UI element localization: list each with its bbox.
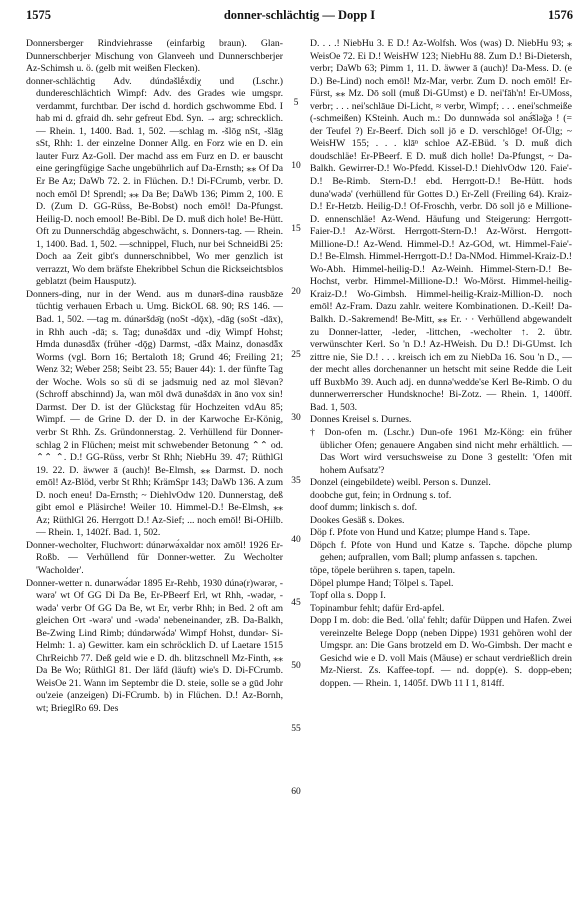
entry-text: Donnersberger Rindviehrasse (einfarbig braun). Glan- Dunnerschberjer Mischung von Glanveeh und Dunnerschberjer Az-Schimsh u. ö. (gelb mit weißen Flecken).: [26, 38, 283, 75]
entry-dopp-i: Dopp I m. dob: die Bed. 'olla' fehlt; dafür Düppen und Hafen. Zwei vereinzelte Belege Dopp (neben Dippe) 1931 gehören wohl der Umgspr. an: Die Gans brotzeld em D. Wo-Gimbsh. Der macht e Gesichd wie e D. voll Mais (Mäuse) er schaut verdrießlich drein Mz-Nierst. Zs. Kaffee-topf. — nd. dopp(e). S. dopp-eben; doppen. — Rhein. 1, 1405f. DWb 11 I 1, 814ff.: [310, 615, 572, 689]
entry-doof: doof dumm; linkisch s. dof.: [310, 502, 418, 514]
line-number: 30: [291, 413, 301, 423]
line-number: 50: [291, 661, 301, 671]
entry-donners-ding: Donners-ding, nur in der Wend. aus m dunǝrš-dinǝ rausbāze tüchtig verhauen Erbach u. Umg. BickOL 68. 90; RS 146. — Bad. 1, 502. —tag m. dúnǝršdǝ̄g (noSt -dǭx), -dāg (soSt -dāx), in Rhh auch -dā; s. Tag; dunǝšdāx und -diχ Wimpf Hohst; Hmda dunǝsdǟx (früher -dǭg) Darmst, -dǟx Mainz, donǝsdǟx Worms (vgl. Born 16; Bertaloth 18; Grund 46; Freiling 21; Wenz 32; Weber 258; Seibt 23. 55; Bauer 44): 1. der fünfte Tag der Woche. Wols so sü di se jadsmuig ned az mol šlēvǝn? (Schroff abschinnd) Ja, wan mōl dwā dunǝšdǝ̄x in āno vox sin! Darmst. Der D. ist der Glückstag für Hochzeiten vdAu 85; Wimpf. — de Grine D. der D. in der Karwoche Er-König, verbr St Rhh. Zs. Gründonnerstag. 2. Verhüllend für Donner-schlag 2 in Flüchen; meist mit schwebender Betonung ⌃⌃ od. ⌃⌃ ⌃. D.! GG-Rüss, verbr St Rhh; NiebHu 39. 47; RüthlGl 19. 22. D. äwwer ā (auch)! Be-Elmsh, ⁎⁎ Darmst. D. noch emōl! Az-Blöd, verbr St Rhh; KrämSpr 143; DaWb 136. A zum D. noch eneu! Da-Ernsth; ~ DiehlvOdw 120. Dunnerstag, deß gibt emol e Pläsirche! Weiler 10. Himmel-D.! Be-Elmsh, ⁎⁎ Az; RüthlGl 26. Herrgott D.! Az-Sief; ... noch emōl! Bi-OHilb. — Rhein. 1, 1402f. Bad. 1, 502.: [26, 288, 284, 539]
line-number: 55: [291, 724, 301, 734]
entry-dookes: Dookes Gesäß s. Dokes.: [310, 514, 405, 526]
page-header: [26, 8, 573, 26]
left-column: [26, 38, 283, 716]
entry-don-ofen: † Don-ofen m. (Lschr.) Dun-ofe 1961 Mz-Köng: ein früher üblicher Ofen; genauere Angaben sind nicht mehr erhältlich. — Das Wort wird versuchsweise zu Done 3 gestellt: 'Ofen mit hohem Aufsatz'?: [310, 426, 572, 476]
running-headword: donner-schlächtig — Dopp I: [223, 8, 376, 22]
line-number: 25: [291, 350, 301, 360]
entry-doep: Döp f. Pfote von Hund und Katze; plumpe Hand s. Tape.: [310, 527, 531, 539]
entry-doobche: doobche gut, fein; in Ordnung s. tof.: [310, 489, 452, 501]
line-number: 35: [291, 476, 301, 486]
entry-donnes: Donnes Kreisel s. Durnes.: [310, 414, 412, 426]
entry-topinambur: Topinambur fehlt; dafür Erd-apfel.: [310, 602, 445, 614]
line-number: 10: [291, 161, 301, 171]
entry-topf: Topf olla s. Dopp I.: [310, 590, 386, 602]
entry-doepch: Döpch f. Pfote von Hund und Katze s. Tapche. döpche plump gehen; aufprallen, vom Ball; plump anfassen s. tapchen.: [310, 539, 572, 564]
line-number: 20: [291, 287, 301, 297]
line-number: 45: [291, 598, 301, 608]
entry-donner-wetter: Donner-wetter n. dunǝrwǝ́dǝr 1895 Er-Rehb, 1930 dúnǝ(r)wǝrǝr, -wǝrǝ' wt Of GG Di Da Be, Er-PBeerf Erl, wt Rhh, -wǝdǝr, -wǝdǝ' verbr Of GG Da Be, wt Er, verbr Rhh; in Bed. 2 oft am gleichen Ort -wǝrǝ' und -wǝdǝ' nebeneinander, zB. Da-Balkh, Be-Zwing Lind Rimb; dúndǝrwǝ́dǝ' Wimpf Hohst, dundǝr- Si-Helmh: 1. a) Gewitter. kam ein schröcklich D. uf Laetare 1515 ChrReichb 77. Deß geld wie e D. dh. blitzschnell Mz-Finth, ⁎⁎ Da Be Wo; RüthlGl 81. Der läfd (läuft) wie's D. Di-FCrumb. WeisOe 21. Wann im Septembr die D. steie, solle se ǝ gūd Johr ou'zeie (anzeigen) Di-FCrumb. b) in Flüchen. D.! Az-Bornh, wt; BrieglRo 69. Des: [26, 577, 283, 714]
page-number-right: 1576: [548, 8, 573, 22]
entry-text: D. . . .! NiebHu 3. E D.! Az-Wolfsh. Wos (was) D. NiebHu 93; ⁎ WeisOe 72. Ei D.! WeisHW 123; NiebHu 88. Zum D.! Bi-Dietersh, verbr; DaWb 63; Pimm 1, 11. D. äwwer ā (auch)! Da-Mess. D. (e D.) Be-Lind) noch emōl! Mz-Mar, verbr. Zum D. noch emōl! Er-Fürst, ⁎⁎ Mz. Dō soll (muß Di-GUmst) e D. nei'fāh'n! Er-UMoss, verbr; . . . nei'schlāue Di-Licht, ≈ verbr, Wimpf; . . . enei'schmeiße (-schmeißen) KSteinh. Auch m.: Do dunnwǝ́dǝ sol ǝnǝ̄́šlǝ̃gǝ ! (= der Teufel ?) Er-Beerf. Dich soll jō e D. verschlōge! Of-Ülg; ~ WeisHW 155; . . . klāⁿ schloe AZ-EBüd. 's D. muß dich doudschläe! Er-PBeerf. E D. muß dich holle! Da-Pfungst, ~ Da-Balkh. Gewirrer-D.! Wo-Pfedd. Kissel-D.! DiehlvOdw 120. Faie'-D.! Be-Rimb. Stern-D.! ebd. Herrgott-D.! Be-Hütt. hods dunǝ'wǝdǝ' (verhüllend für Gottes D.) Er-Zell (Freiling 64). Kraiz-D.! Er-Hetzb. Heilig-D.! Of-Froschh, verbr. Dō soll jō e Millione-D. ennenschläe! Az-Wend. Häufung und Steigerung: Herrgott-Faier-D.! Az-Wörst. Herrgott-Stern-D.! Az-Wörst. Herrgott-Millione-D.! Az-Wend. Himmel-D.! Az-GOd, wt. Himmel-Faie'-D.! Be-Elmsh. Himmel-Herrgott-D.! Da-NMod. Himmel-Kraiz-D.! Wo-Abh. Himmel-heilig-D.! Az-Weinh. Himmel-Stern-D.! Be-Hochst, verbr. Himmel-Millione-D.! Wo-Mörst. Himmel-heilig-Kraiz-D.! Wo-Gimbsh. Himmel-heilig-Kraiz-Million-D. noch emōl! Az-Fram. Dazu zahlr. weitere Kombinationen. D.-Keil! Da-Balkh. D.-Sakremend! Be-Mitt, ⁎⁎ Er. · · Verhüllend abgewandelt zu Donner-latter, -leder, -littchen, -wecholter ↑. 2. übtr. verwünschter Kerl. So 'n D.! Az-HWeish. Du D.! Di-GUmst. Ich zittre nie, Sie D.! . . . kreisch ich em zu NiebDa 16. Sou 'n D., — der mecht alles dorchenanner un hetscht mit seine Redde die Leit uff BuxbMo 39. Auch adj. en dunnǝ'wedde'se Kerl Be-Rimb. O du dunnerwerrerscher Hundsknoche! Bi-Zotz. — Rhein. 1, 1400ff. Bad. 1, 503.: [310, 38, 572, 413]
page-number-left: 1575: [26, 8, 51, 22]
line-number: 5: [293, 98, 299, 108]
entry-doepel: Döpel plumpe Hand; Tölpel s. Tapel.: [310, 577, 454, 589]
line-number: 15: [291, 224, 301, 234]
line-number: 40: [291, 535, 301, 545]
entry-toepe: töpe, töpele berühren s. tapen, tapeln.: [310, 564, 455, 576]
entry-donner-wecholter: Donner-wecholter, Fluchwort: dúnǝrwǝ́xǝldǝr nox ǝmōl! 1926 Er-Roßb. — Verhüllend für Donner-wetter. Zu Wecholter 'Wacholder'.: [26, 539, 283, 576]
right-column: [310, 38, 572, 690]
entry-donzel: Donzel (eingebildete) weibl. Person s. Dunzel.: [310, 477, 491, 489]
line-number: 60: [291, 787, 301, 797]
entry-donner-schlaechtig: donner-schlächtig Adv. dúndəšlḗxdiχ und (Lschr.) dundereschlächtich Wimpf: Adv. des Grades wie umgspr. verdammt, furchtbar. Der ischd d. hordich gschwomme Ebd. I hab mi d. gfraid dh. sehr gefreut Ebd. Syn. → arg; schrecklich. — Rhein. 1, 1400. Bad. 1, 502. —schlag m. -šlōg nSt, -šlāg sSt, Rhh: 1. der einzelne Donner Allg. en Forz wie en D. ein lauter Furz Az-Goll. Der machd ass em Furz en D. er bauscht eine geringfügige Sache ungebührlich auf Da-Ernsth; ⁎⁎ Of Da Er Be Az; DaWb 72. 2. in Flüchen. D.! Di-FCrumb, verbr. D. noch emōl D! Sprendl; ⁎⁎ Da Be; DaWb 136; Pimm 2, 100. E D. (Zum D. GG-Rüss, Be-Bobst) noch emōl! Da-Pfungst. Heilig-D. noch emool! Be-Bibl. De D. muß dich hole! Be-Hütt. Oft zu Dunnerschdäg abgeschwächt, s. Donners-tag. — Rhein. 1, 1400. Bad. 1, 502. —schnippel, Fluch, nur bei SchneidBi 25: Doch aa Zeit gibt's dunnerschnibbel, Wo mer genzlich ist verrazzt, Wo dem bräfste Ehekribbel Schun die Rickseichtsblos geblatzt (beim Hausputz).: [26, 75, 283, 288]
